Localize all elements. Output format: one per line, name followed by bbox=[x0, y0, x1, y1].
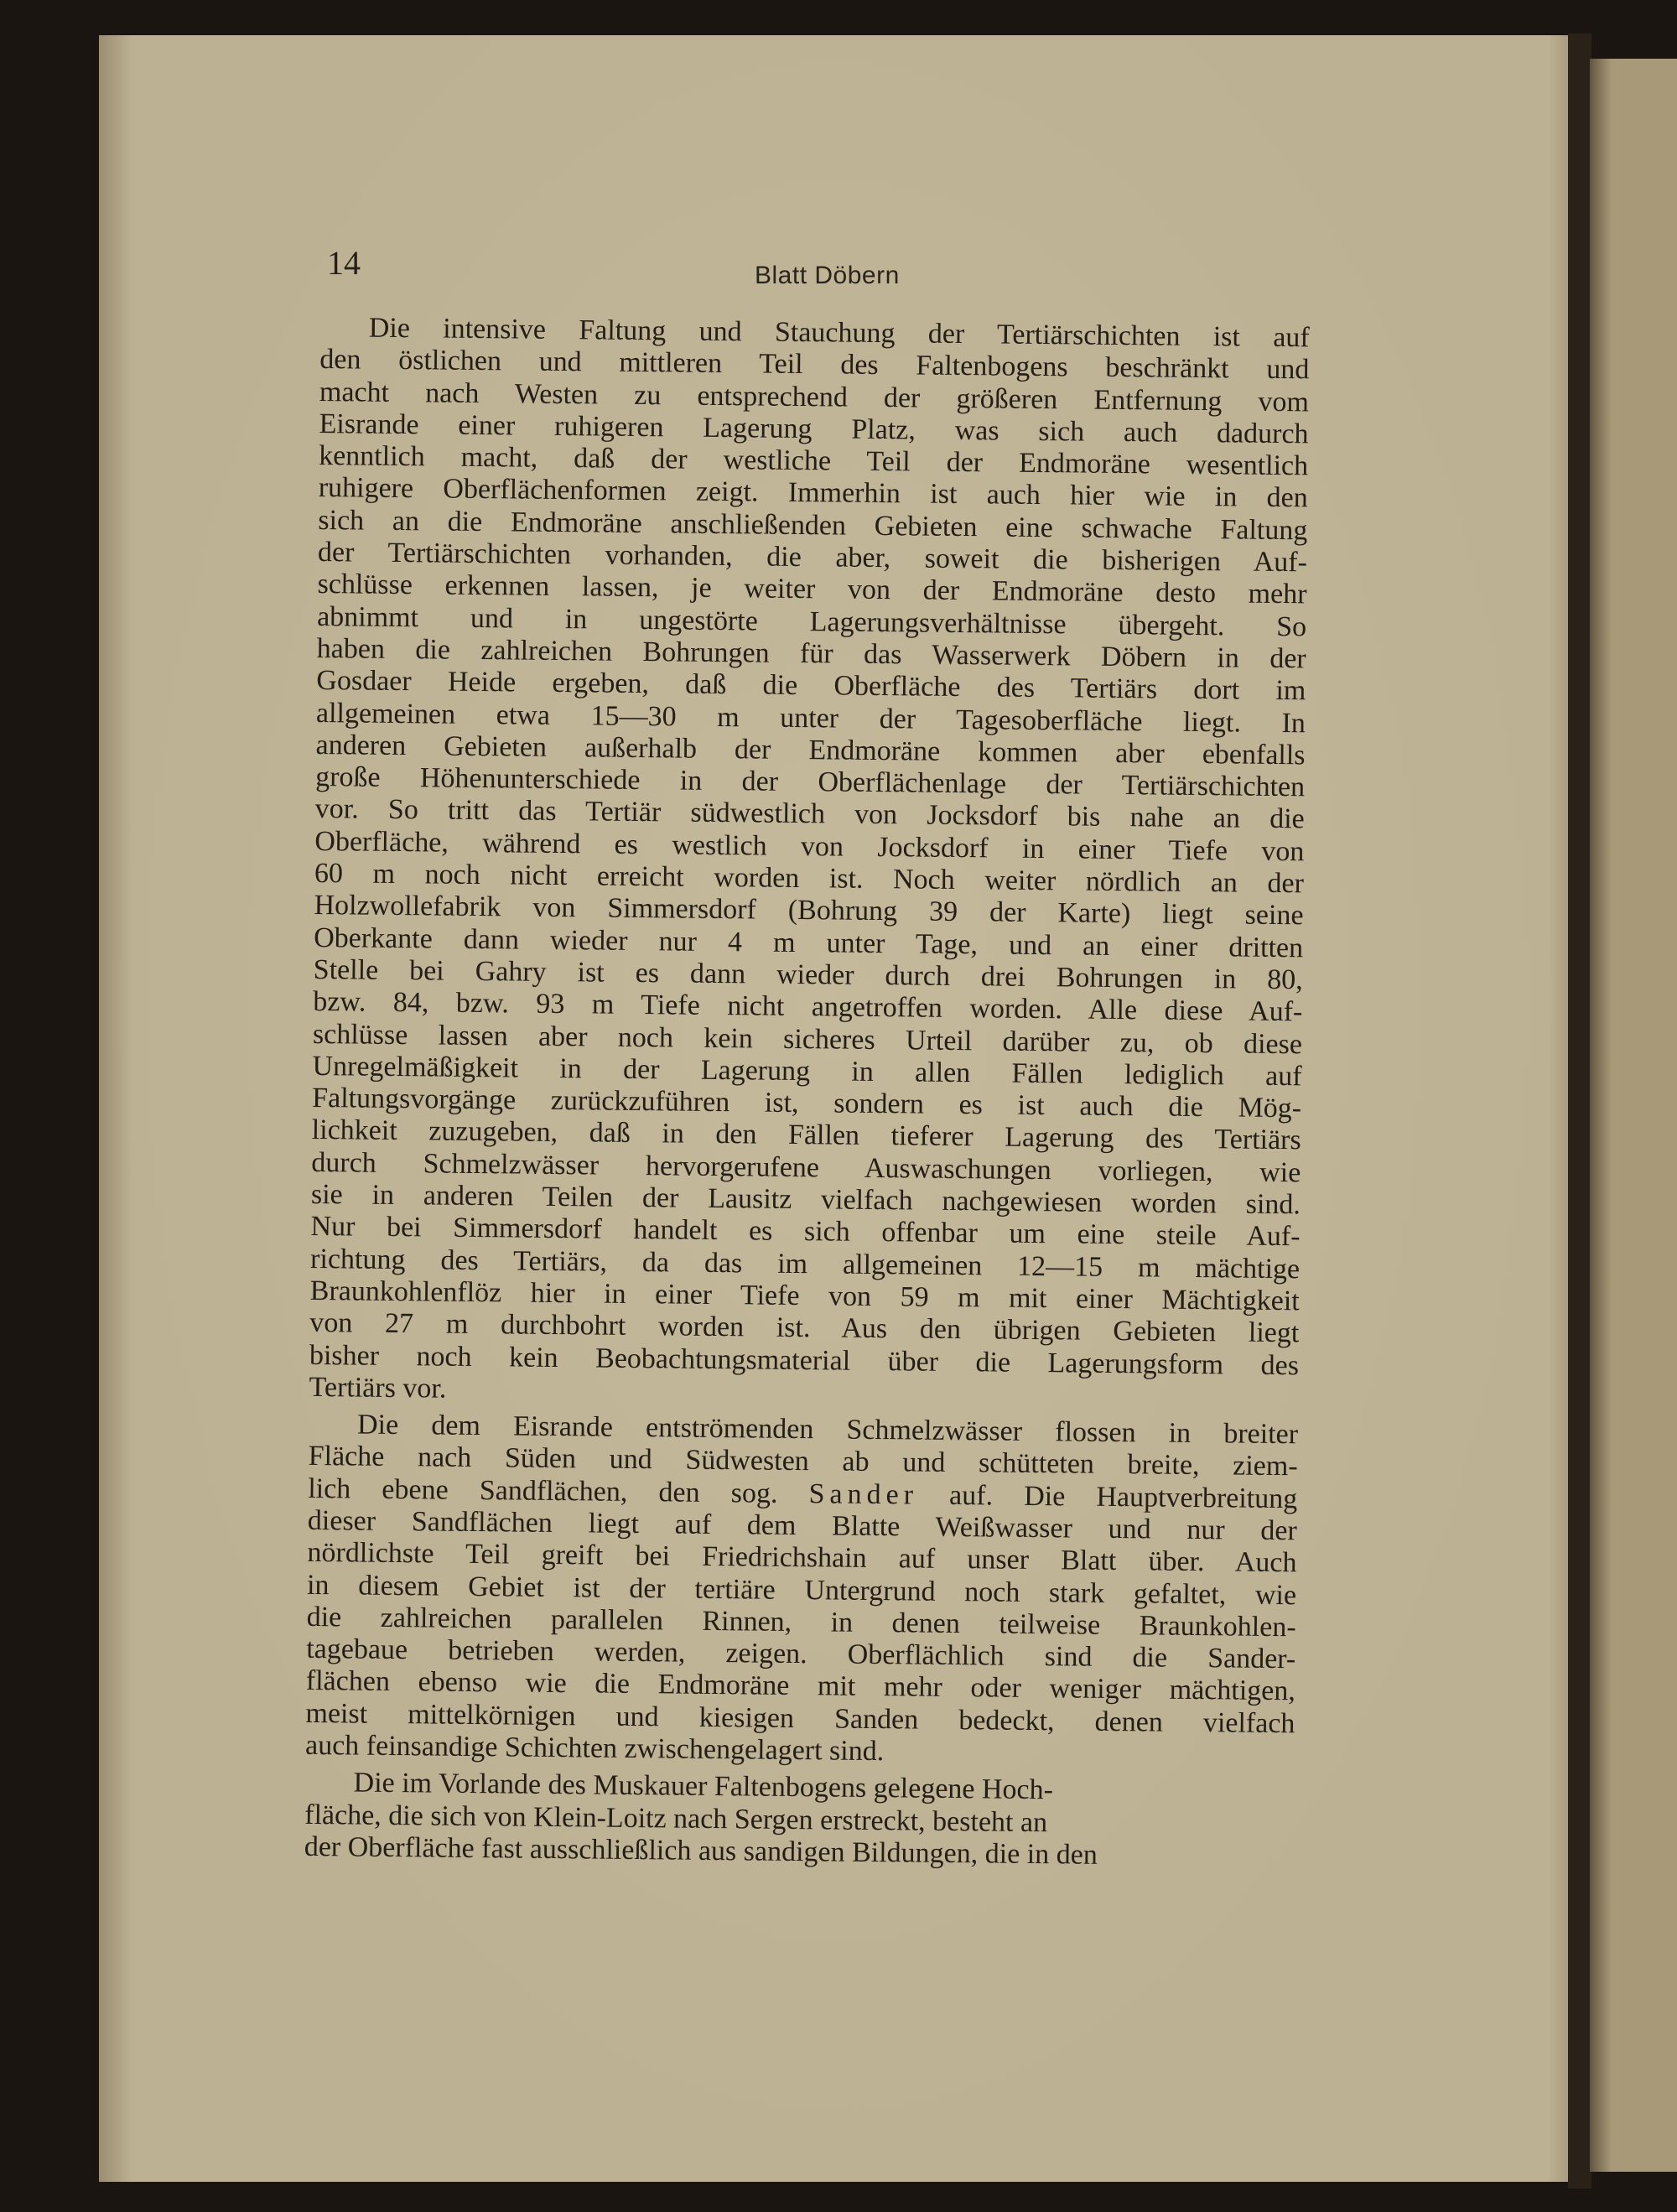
line: Holzwollefabrik von Simmersdorf (Bohrung 39 der Karte) liegt seine bbox=[314, 890, 1304, 932]
line: schlüsse lassen aber noch kein sicheres Urteil darüber zu, ob diese bbox=[312, 1018, 1303, 1060]
gutter-shadow bbox=[1568, 34, 1591, 2189]
line: kenntlich macht, daß der westliche Teil der Endmoräne wesentlich bbox=[319, 440, 1309, 482]
page-number: 14 bbox=[327, 244, 361, 282]
body-text bbox=[304, 312, 1310, 1874]
emphasized-term: Sander bbox=[808, 1477, 919, 1511]
line: der Tertiärschichten vorhanden, die aber, soweit die bisherigen Auf- bbox=[317, 537, 1308, 579]
line: allgemeinen etwa 15—30 m unter der Tagesoberfläche liegt. In bbox=[315, 697, 1306, 739]
line: Gosdaer Heide ergeben, daß die Oberfläche des Tertiärs dort im bbox=[316, 665, 1306, 707]
line: schlüsse erkennen lassen, je weiter von der Endmoräne desto mehr bbox=[317, 569, 1307, 610]
line: bisher noch kein Beobachtungsmaterial über die Lagerungsform des bbox=[309, 1339, 1300, 1381]
line: Die dem Eisrande entströmenden Schmelzwässer flossen in breiter bbox=[356, 1409, 1299, 1451]
line: macht nach Westen zu entsprechend der größeren Entfernung vom bbox=[319, 376, 1310, 418]
line: Oberfläche, während es westlich von Jocksdorf in einer Tiefe von bbox=[314, 825, 1305, 868]
line: Die intensive Faltung und Stauchung der Tertiärschichten ist auf bbox=[368, 312, 1310, 354]
line: auch feinsandige Schichten zwischengelagert sind. bbox=[304, 1729, 885, 1768]
line: große Höhenunterschiede in der Oberflächenlage der Tertiärschichten bbox=[314, 761, 1306, 803]
line: haben die zahlreichen Bohrungen für das Wasserwerk Döbern in der bbox=[316, 632, 1306, 675]
line: sie in anderen Teilen der Lausitz vielfach nachgewiesen worden sind. bbox=[310, 1178, 1301, 1221]
line: lich ebene Sandflächen, den sog. bbox=[308, 1472, 809, 1509]
line: richtung des Tertiärs, da das im allgemeinen 12—15 m mächtige bbox=[309, 1243, 1301, 1285]
line: abnimmt und in ungestörte Lagerungsverhältnisse übergeht. So bbox=[317, 600, 1307, 643]
line: meist mittelkörnigen und kiesigen Sanden bedeckt, denen vielfach bbox=[305, 1697, 1295, 1740]
line: Braunkohlenflöz hier in einer Tiefe von 59 m mit einer Mächtigkeit bbox=[309, 1275, 1300, 1317]
line: Fläche nach Süden und Südwesten ab und schütteten breite, ziem- bbox=[308, 1441, 1298, 1482]
line: vor. So tritt das Tertiär südwestlich von Jocksdorf bis nahe an die bbox=[314, 793, 1305, 835]
facing-page-edge bbox=[1590, 59, 1677, 2172]
line: dieser Sandflächen liegt auf dem Blatte Weißwasser und nur der bbox=[307, 1504, 1298, 1547]
line: von 27 m durchbohrt worden ist. Aus den übrigen Gebieten liegt bbox=[309, 1307, 1300, 1349]
line: anderen Gebieten außerhalb der Endmoräne kommen aber ebenfalls bbox=[315, 729, 1306, 771]
line: bzw. 84, bzw. 93 m Tiefe nicht angetroffen worden. Alle diese Auf- bbox=[313, 986, 1303, 1028]
line: Nur bei Simmersdorf handelt es sich offenbar um eine steile Auf- bbox=[310, 1211, 1301, 1253]
line: Faltungsvorgänge zurückzuführen ist, sondern es ist auch die Mög- bbox=[311, 1083, 1302, 1124]
line: Die im Vorlande des Muskauer Faltenbogens gelegene Hoch- bbox=[353, 1767, 1054, 1806]
line: in diesem Gebiet ist der tertiäre Untergrund noch stark gefaltet, wie bbox=[306, 1569, 1297, 1611]
line: fläche, die sich von Klein-Loitz nach Sergen erstreckt, besteht an bbox=[304, 1799, 1048, 1838]
line: flächen ebenso wie die Endmoräne mit mehr oder weniger mächtigen, bbox=[305, 1665, 1296, 1707]
line: ruhigere Oberflächenformen zeigt. Immerhin ist auch hier wie in den bbox=[318, 472, 1308, 514]
line: die zahlreichen parallelen Rinnen, in denen teilweise Braunkohlen- bbox=[306, 1601, 1296, 1643]
line: der Oberfläche fast ausschließlich aus sandigen Bildungen, die in den bbox=[304, 1830, 1098, 1871]
line: 60 m noch nicht erreicht worden ist. Noch weiter nördlich an der bbox=[314, 858, 1305, 900]
line: Unregelmäßigkeit in der Lagerung in allen Fällen lediglich auf bbox=[312, 1050, 1302, 1093]
line: Tertiärs vor. bbox=[309, 1371, 447, 1405]
line: Eisrande einer ruhigeren Lagerung Platz, was sich auch dadurch bbox=[319, 408, 1309, 450]
line: Oberkante dann wieder nur 4 m unter Tage, und an einer dritten bbox=[313, 922, 1304, 963]
paragraph-3 bbox=[304, 1767, 1295, 1873]
line: den östlichen und mittleren Teil des Faltenbogens beschränkt und bbox=[319, 344, 1310, 386]
line: durch Schmelzwässer hervorgerufene Auswaschungen vorliegen, wie bbox=[311, 1146, 1301, 1189]
paragraph-1 bbox=[309, 312, 1310, 1382]
running-title: Blatt Döbern bbox=[755, 262, 900, 289]
line: sich an die Endmoräne anschließenden Gebieten eine schwache Faltung bbox=[318, 504, 1308, 547]
line: auf. Die Hauptverbreitung bbox=[917, 1479, 1298, 1514]
line: lichkeit zuzugeben, daß in den Fällen tieferer Lagerung des Tertiärs bbox=[311, 1114, 1301, 1156]
line: nördlichste Teil greift bei Friedrichshain auf unser Blatt über. Auch bbox=[307, 1537, 1297, 1579]
paragraph-2 bbox=[305, 1409, 1298, 1740]
line: Stelle bei Gahry ist es dann wieder durch drei Bohrungen in 80, bbox=[313, 953, 1303, 996]
line: tagebaue betrieben werden, zeigen. Oberflächlich sind die Sander- bbox=[306, 1633, 1296, 1675]
